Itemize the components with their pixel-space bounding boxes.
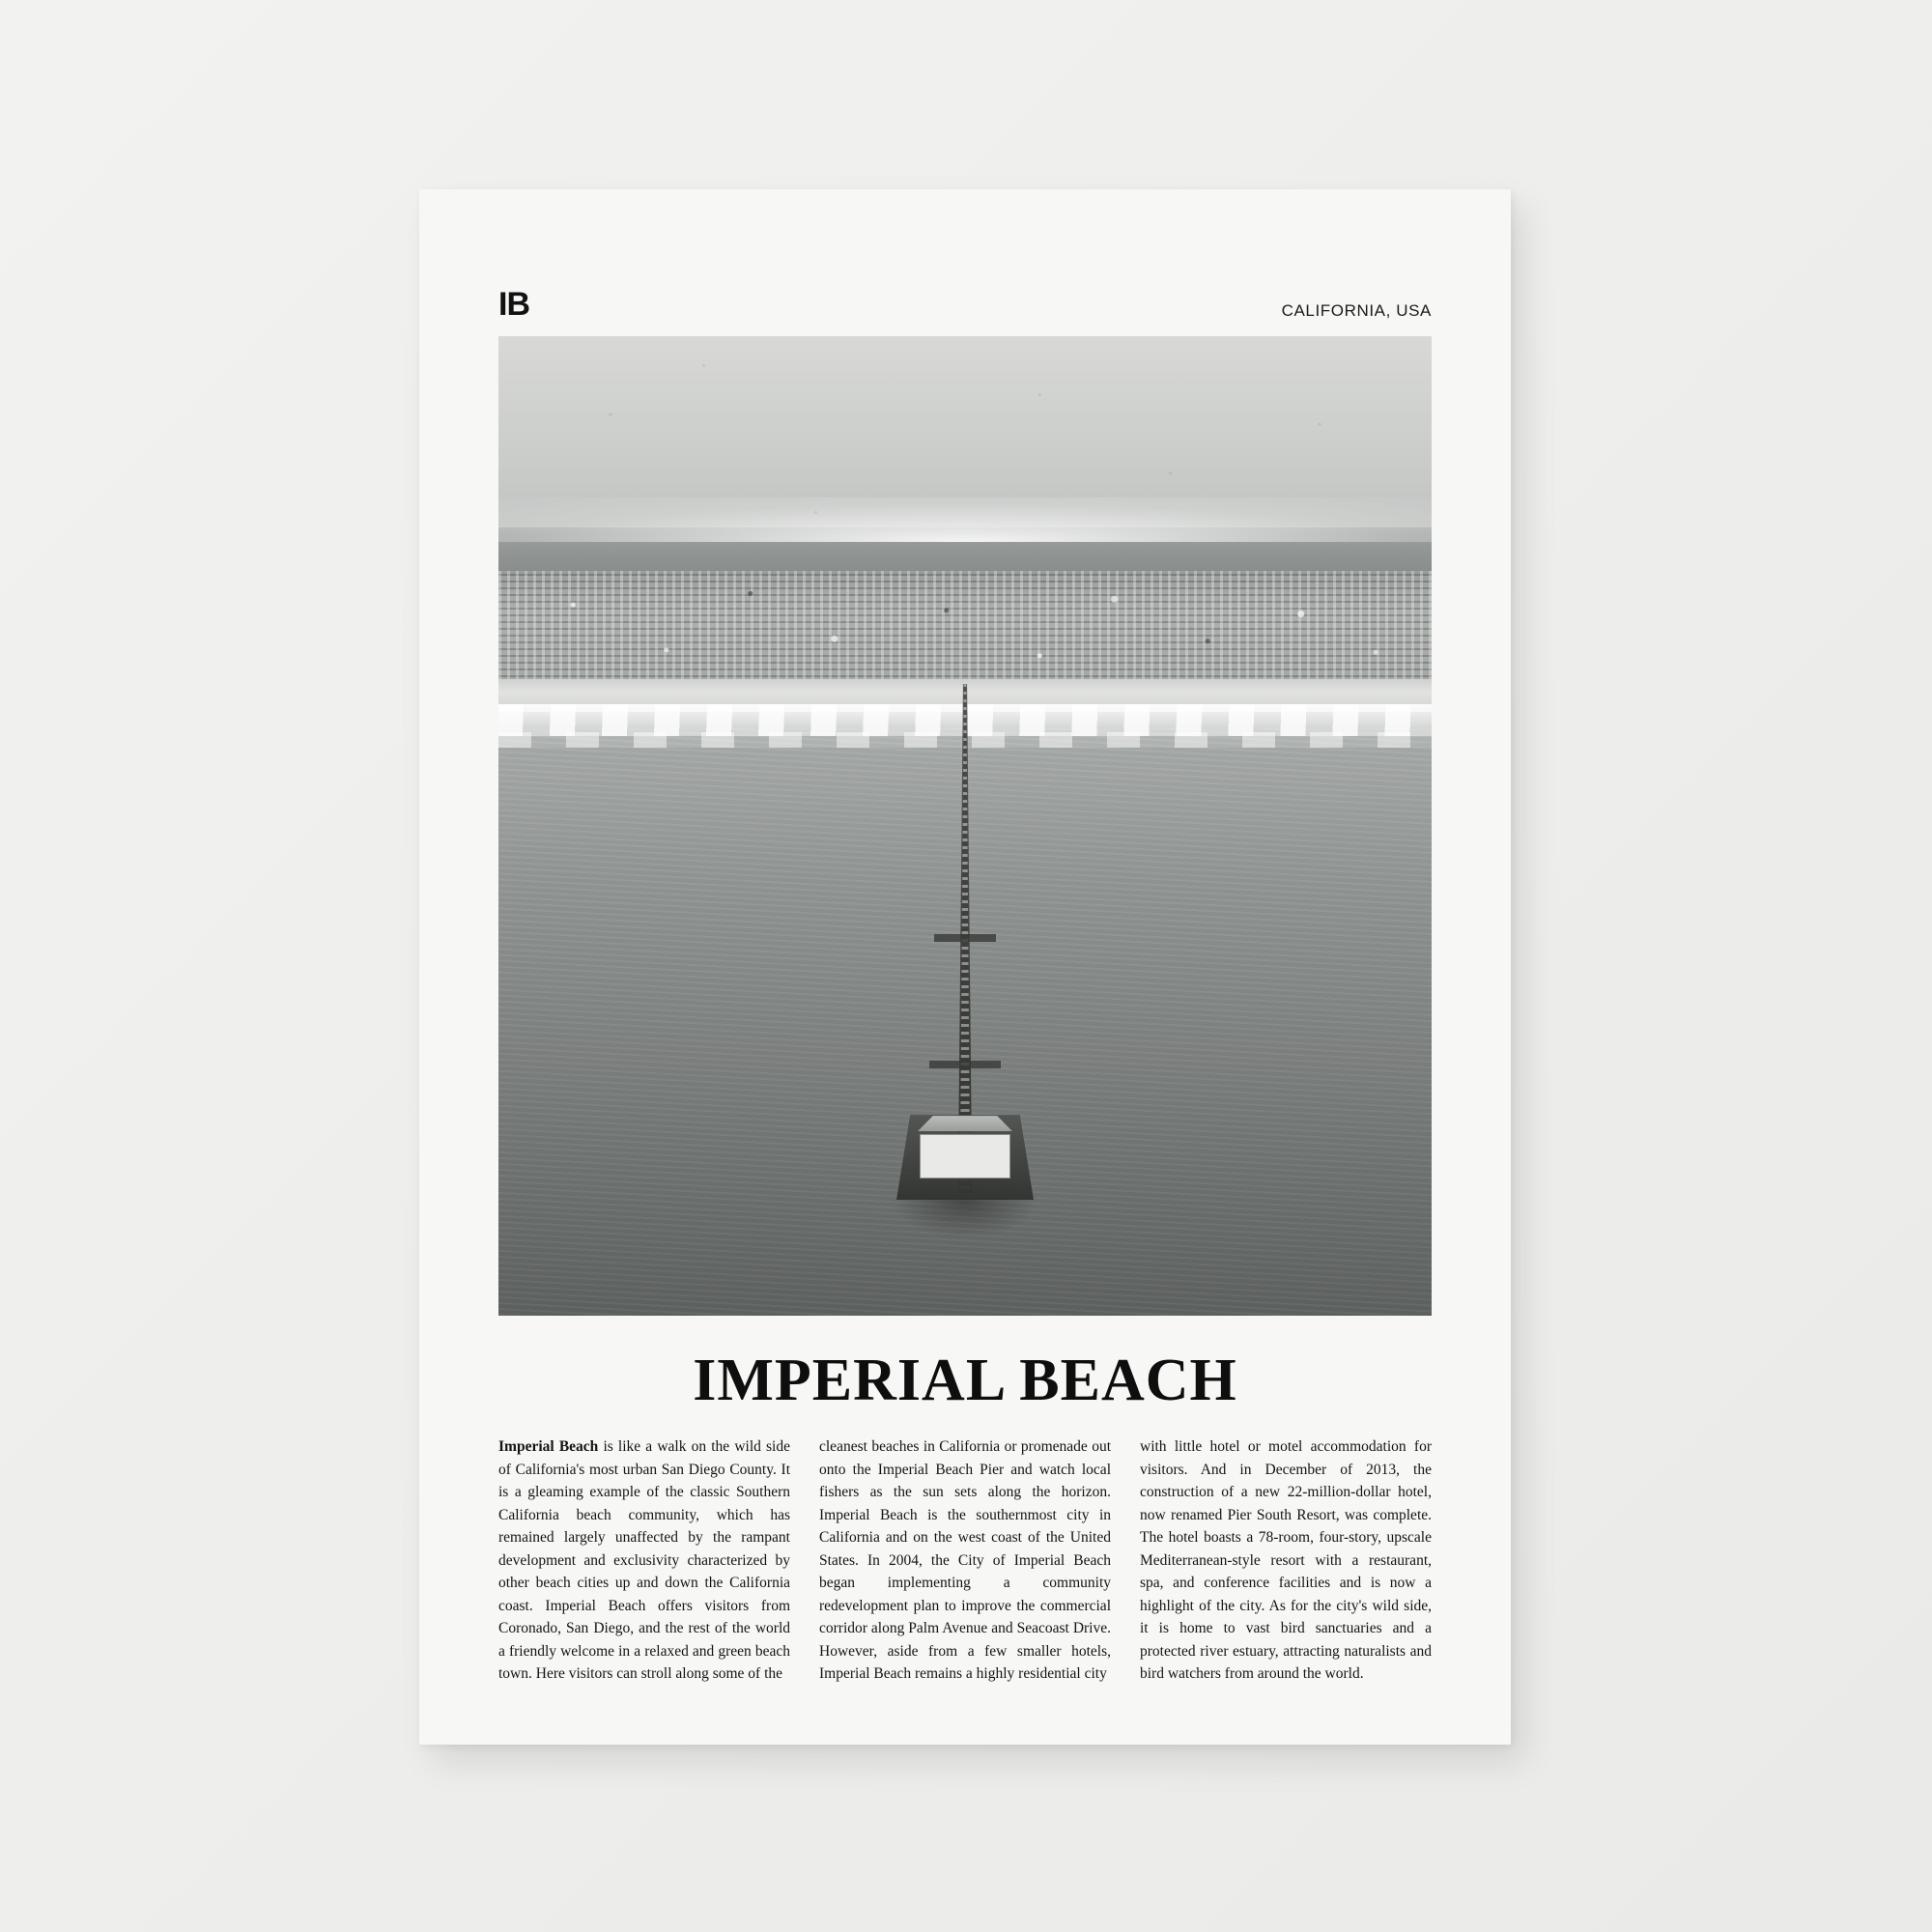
poster-sheet [419,189,1511,1745]
poster-location-label: CALIFORNIA, USA [1281,301,1432,320]
photo-pier-platform-lower [929,1061,1001,1068]
poster-content [498,282,1432,1683]
poster-photograph [498,336,1432,1316]
poster-body-columns [498,1435,1432,1686]
page-title: IMPERIAL BEACH [693,1348,1237,1413]
photo-pier-platform-upper [934,934,996,942]
photo-horizon-haze [498,497,1432,542]
body-lead-in: Imperial Beach [498,1438,599,1455]
body-text-2: cleanest beaches in California or promenade out onto the Imperial Beach Pier and watch local fishers as the sun sets along the horizon. Imperial Beach is the southernmost city in California and on the west coast of the United States. In 2004, the City of Imperial Beach began implementing a community redevelopment plan to improve the commercial corridor along Palm Avenue and Seacoast Drive. However, aside from a few smaller hotels, Imperial Beach remains a highly residential city [819,1438,1111,1683]
photo-pier-shadow [893,1198,1037,1238]
body-column-3 [1140,1435,1432,1686]
photo-town-detail [498,571,1432,684]
photo-pier-building [920,1134,1010,1179]
body-text-3: with little hotel or motel accommodation for visitors. And in December of 2013, the construction of a new 22-million-dollar hotel, now renamed Pier South Resort, was complete. The hotel boasts a 78-room, four-story, upscale Mediterranean-style resort with a restaurant, spa, and conference facilities and is now a highlight of the city. As for the city's wild side, it is home to vast bird sanctuaries and a protected river estuary, attracting naturalists and bird watchers from around the world. [1140,1438,1432,1683]
body-column-2 [819,1435,1111,1686]
photo-pier-building-roof [918,1116,1012,1131]
body-column-1 [498,1435,790,1686]
poster-logo: IB [498,286,529,323]
body-text-1: is like a walk on the wild side of California's most urban San Diego County. It is a gleaming example of the classic Southern California beach community, which has remained largely unaffected by the rampant development and exclusivity characterized by other beach cities up and down the California coast. Imperial Beach offers visitors from Coronado, San Diego, and the rest of the world a friendly welcome in a relaxed and green beach town. Here visitors can stroll along some of the [498,1438,790,1683]
poster-header [498,282,1432,321]
